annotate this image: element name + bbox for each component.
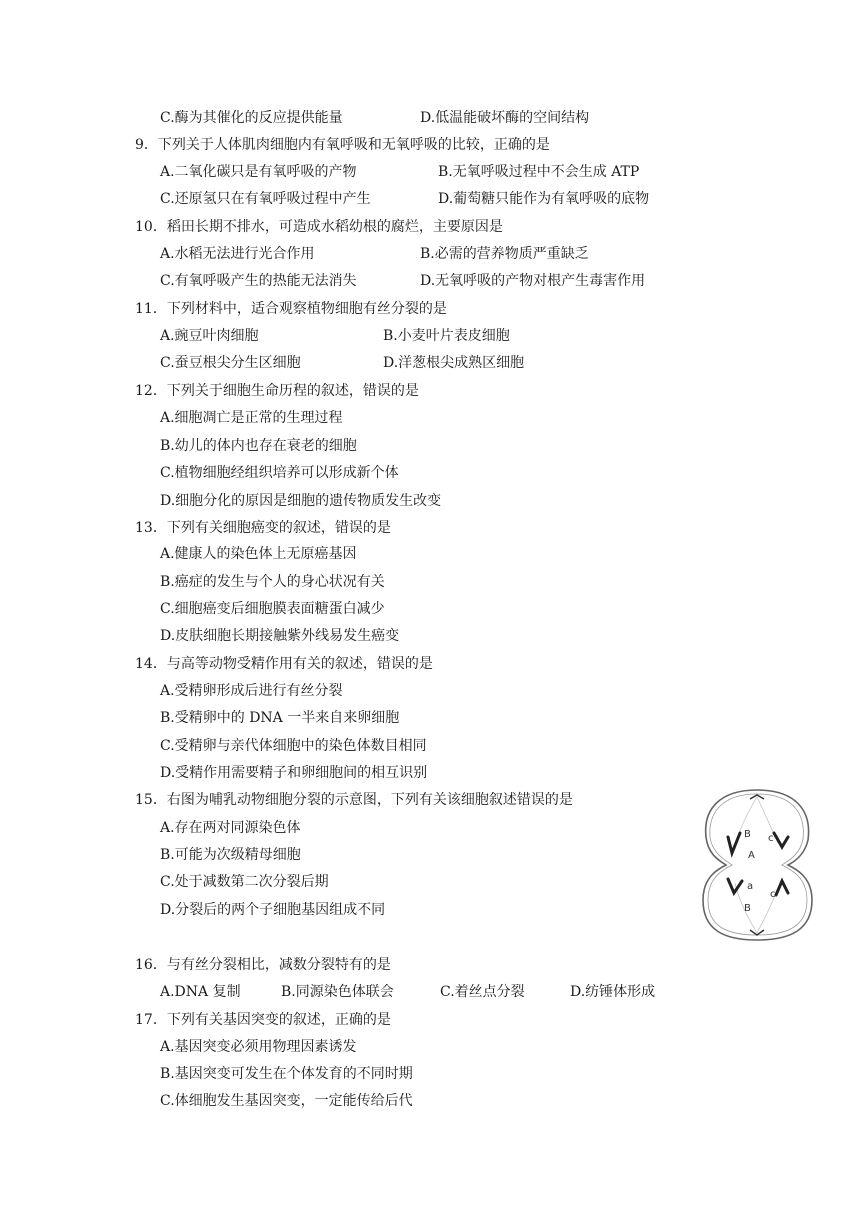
q9-stem: 9．下列关于人体肌肉细胞内有氧呼吸和无氧呼吸的比较，正确的是 <box>135 137 550 153</box>
q11-option-c: C.蚕豆根尖分生区细胞 <box>160 355 301 371</box>
q17-option-a: A.基因突变必须用物理因素诱发 <box>160 1039 357 1055</box>
label-top-right: c <box>768 833 774 844</box>
q14-option-b: B.受精卵中的 DNA 一半来自来卵细胞 <box>160 710 400 726</box>
q10-option-d: D.无氧呼吸的产物对根产生毒害作用 <box>420 273 646 289</box>
q15-option-a: A.存在两对同源染色体 <box>160 820 301 836</box>
q12-option-d: D.细胞分化的原因是细胞的遗传物质发生改变 <box>160 493 442 509</box>
q10-option-a: A.水稻无法进行光合作用 <box>160 246 315 262</box>
q9-option-a: A.二氧化碳只是有氧呼吸的产物 <box>160 164 357 180</box>
q10-option-b: B.必需的营养物质严重缺乏 <box>420 246 589 262</box>
q16-option-b: B.同源染色体联会 <box>281 984 394 1000</box>
q13-option-d: D.皮肤细胞长期接触紫外线易发生癌变 <box>160 628 400 644</box>
q14-option-a: A.受精卵形成后进行有丝分裂 <box>160 683 343 699</box>
q16-option-c: C.着丝点分裂 <box>440 984 525 1000</box>
q11-option-a: A.豌豆叶肉细胞 <box>160 328 259 344</box>
q8-option-d: D.低温能破坏酶的空间结构 <box>420 110 590 126</box>
chromosome-top-right <box>774 833 788 847</box>
cell-division-figure <box>700 785 815 945</box>
label-top-left-lower: A <box>748 850 755 861</box>
q15-option-b: B.可能为次级精母细胞 <box>160 847 301 863</box>
q9-option-c: C.还原氢只在有氧呼吸过程中产生 <box>160 191 371 207</box>
q17-option-b: B.基因突变可发生在个体发育的不同时期 <box>160 1066 413 1082</box>
q17-option-c: C.体细胞发生基因突变，一定能传给后代 <box>160 1093 413 1109</box>
q12-option-c: C.植物细胞经组织培养可以形成新个体 <box>160 465 399 481</box>
cell-membrane <box>703 790 812 940</box>
q12-option-a: A.细胞凋亡是正常的生理过程 <box>160 410 343 426</box>
q11-option-b: B.小麦叶片表皮细胞 <box>383 328 510 344</box>
q16-option-a: A.DNA 复制 <box>160 984 241 1000</box>
q15-stem: 15．右图为哺乳动物细胞分裂的示意图，下列有关该细胞叙述错误的是 <box>135 792 573 808</box>
label-bottom-right: c <box>770 889 776 900</box>
chromosome-top-left <box>728 833 740 853</box>
q12-stem: 12．下列关于细胞生命历程的叙述，错误的是 <box>135 383 419 399</box>
q13-option-c: C.细胞癌变后细胞膜表面糖蛋白减少 <box>160 601 385 617</box>
q9-option-b: B.无氧呼吸过程中不会生成 ATP <box>438 164 640 180</box>
label-top-left-upper: B <box>744 829 751 840</box>
q15-option-c: C.处于减数第二次分裂后期 <box>160 874 329 890</box>
q8-option-c: C.酶为其催化的反应提供能量 <box>160 110 343 126</box>
chromosome-bottom-right <box>776 881 788 895</box>
q9-option-d: D.葡萄糖只能作为有氧呼吸的底物 <box>438 191 650 207</box>
q17-stem: 17．下列有关基因突变的叙述，正确的是 <box>135 1012 391 1028</box>
q16-option-d: D.纺锤体形成 <box>570 984 656 1000</box>
q14-option-c: C.受精卵与亲代体细胞中的染色体数目相同 <box>160 738 427 754</box>
label-bottom-left-lower: B <box>744 903 751 914</box>
q10-option-c: C.有氧呼吸产生的热能无法消失 <box>160 273 357 289</box>
q11-stem: 11．下列材料中，适合观察植物细胞有丝分裂的是 <box>135 301 447 317</box>
q13-stem: 13．下列有关细胞癌变的叙述，错误的是 <box>135 520 391 536</box>
chromosome-bottom-left <box>728 879 742 893</box>
q14-option-d: D.受精作用需要精子和卵细胞间的相互识别 <box>160 765 428 781</box>
q13-option-b: B.癌症的发生与个人的身心状况有关 <box>160 574 385 590</box>
label-bottom-left-upper: a <box>747 881 754 892</box>
q13-option-a: A.健康人的染色体上无原癌基因 <box>160 546 357 562</box>
q15-option-d: D.分裂后的两个子细胞基因组成不同 <box>160 902 386 918</box>
q11-option-d: D.洋葱根尖成熟区细胞 <box>383 355 525 371</box>
q10-stem: 10．稻田长期不排水，可造成水稻幼根的腐烂，主要原因是 <box>135 219 503 235</box>
q12-option-b: B.幼儿的体内也存在衰老的细胞 <box>160 438 357 454</box>
cell-division-diagram <box>700 785 815 945</box>
q14-stem: 14．与高等动物受精作用有关的叙述，错误的是 <box>135 656 433 672</box>
q16-stem: 16．与有丝分裂相比，减数分裂特有的是 <box>135 957 391 973</box>
